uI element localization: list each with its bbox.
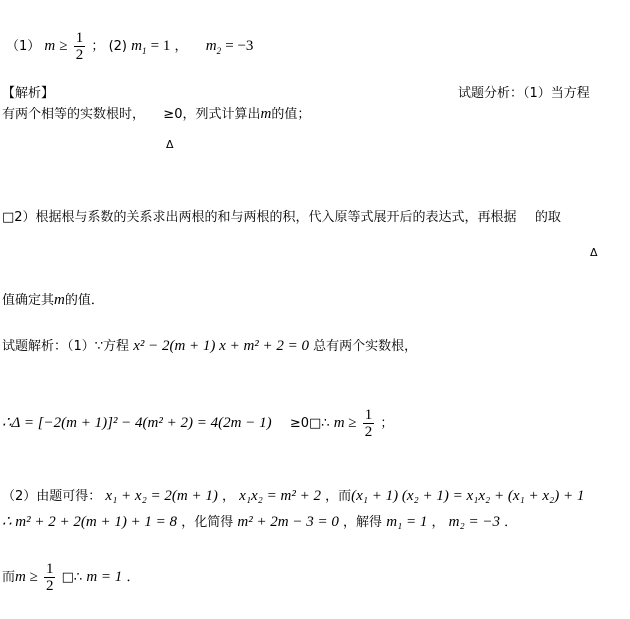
solution-delta-line — [2, 404, 393, 443]
solution-delta-tail: ； — [380, 416, 394, 431]
analysis-intro: 试题分析：（1）当方程 — [458, 86, 590, 101]
solution-equation: x² − 2(m + 1) x + m² + 2 = 0 — [133, 338, 310, 354]
solution-equation-tail: 总有两个实数根， — [313, 339, 418, 354]
analysis-heading: 【解析】 — [2, 86, 55, 101]
answer-separator: ； — [91, 39, 105, 54]
answer-part2-label: (2) — [108, 39, 127, 54]
analysis-line1-end: 的值； — [271, 107, 311, 122]
answer-m1-value: = 1 — [150, 38, 171, 54]
analysis-line2 — [2, 208, 561, 228]
analysis-line1-cond: ≥0，列式计算出 — [163, 107, 261, 122]
solution-final-therefore: □∴ — [61, 570, 83, 585]
solution-heading: 试题解析：（1）∵方程 — [2, 339, 130, 354]
answer-line — [6, 30, 253, 63]
fraction-denominator: 2 — [75, 47, 84, 63]
solution-root2: m₂ = −3 — [448, 514, 500, 530]
answer-m1: $m_1$ — [131, 38, 147, 56]
solution-expansion: (x₁ + 1) (x₂ + 1) = x₁x₂ + (x₁ + x₂) + 1 — [351, 488, 585, 504]
solution-root1: m₁ = 1 — [386, 514, 428, 530]
solution-part2-line: （2）由题可得： x₁ + x₂ = 2(m + 1) ， x₁x₂ = m² + 2 ，而(x₁ + 1) (x₂ + 1) = x₁x₂ + (x₁ + x₂) + 1 — [2, 488, 585, 504]
answer-m2: $m_2$ — [205, 38, 222, 56]
fraction-denominator: 2 — [45, 578, 54, 594]
solution-final-period: ． — [126, 570, 140, 585]
solution-and: ，而 — [325, 489, 352, 504]
solution-final-result: m = 1 — [86, 569, 123, 585]
analysis-line3 — [2, 290, 104, 311]
solution-sum: x₁ + x₂ = 2(m + 1) — [105, 488, 218, 504]
solution-eq3: m² + 2m − 3 = 0 — [237, 514, 339, 530]
answer-fraction — [74, 30, 86, 63]
solution-period: ． — [504, 515, 518, 530]
solution-simplify: ，化简得 — [181, 515, 234, 530]
analysis-line1-m: m — [260, 106, 272, 122]
solution-final-fraction — [44, 561, 56, 594]
solution-solve: ，解得 — [343, 515, 383, 530]
analysis-line2-text: □2）根据根与系数的关系求出两根的和与两根的积，代入原等式展开后的表达式，再根据 — [2, 210, 517, 225]
solution-part2-label: （2）由题可得： — [2, 489, 102, 504]
analysis-line3-text: 值确定其 — [2, 293, 55, 308]
answer-m2-value: = −3 — [225, 38, 254, 54]
fraction-numerator: 1 — [45, 561, 54, 577]
solution-final-and: 而 — [2, 570, 16, 585]
analysis-line3-end: 的值． — [64, 293, 104, 308]
fraction-numerator: 1 — [75, 30, 84, 46]
solution-equation-line: ∴ m² + 2 + 2(m + 1) + 1 = 8 ，化简得 m² + 2m − 3 = 0 ，解得 m₁ = 1 ， m₂ = −3 ． — [2, 514, 518, 530]
solution-delta-fraction — [363, 407, 375, 440]
analysis-line1 — [2, 104, 310, 125]
analysis-line2-end: 的取 — [534, 210, 561, 225]
solution-line1 — [2, 336, 417, 357]
solution-final-m-geq: m ≥ — [15, 569, 38, 585]
answer-geq: ≥ — [59, 38, 68, 54]
fraction-denominator: 2 — [364, 424, 373, 440]
solution-delta-condition: ≥0□∴ — [289, 416, 330, 431]
solution-final-line — [2, 558, 139, 597]
fraction-numerator: 1 — [364, 407, 373, 423]
solution-delta-expression: ∴Δ = [−2(m + 1)]² − 4(m² + 2) = 4(2m − 1) — [2, 415, 272, 431]
solution-product: x₁x₂ = m² + 2 — [239, 488, 321, 504]
answer-part1-label: （1） — [6, 39, 41, 54]
analysis-line3-m: m — [54, 292, 65, 308]
solution-eq2: ∴ m² + 2 + 2(m + 1) + 1 = 8 — [2, 514, 178, 530]
solution-delta-m: m ≥ — [333, 415, 357, 431]
delta-symbol: Δ — [166, 138, 174, 151]
delta-symbol-2: Δ — [590, 246, 598, 259]
answer-comma: ， — [174, 39, 188, 54]
answer-m: m — [44, 38, 56, 54]
analysis-line1-text: 有两个相等的实数根时， — [2, 107, 146, 122]
